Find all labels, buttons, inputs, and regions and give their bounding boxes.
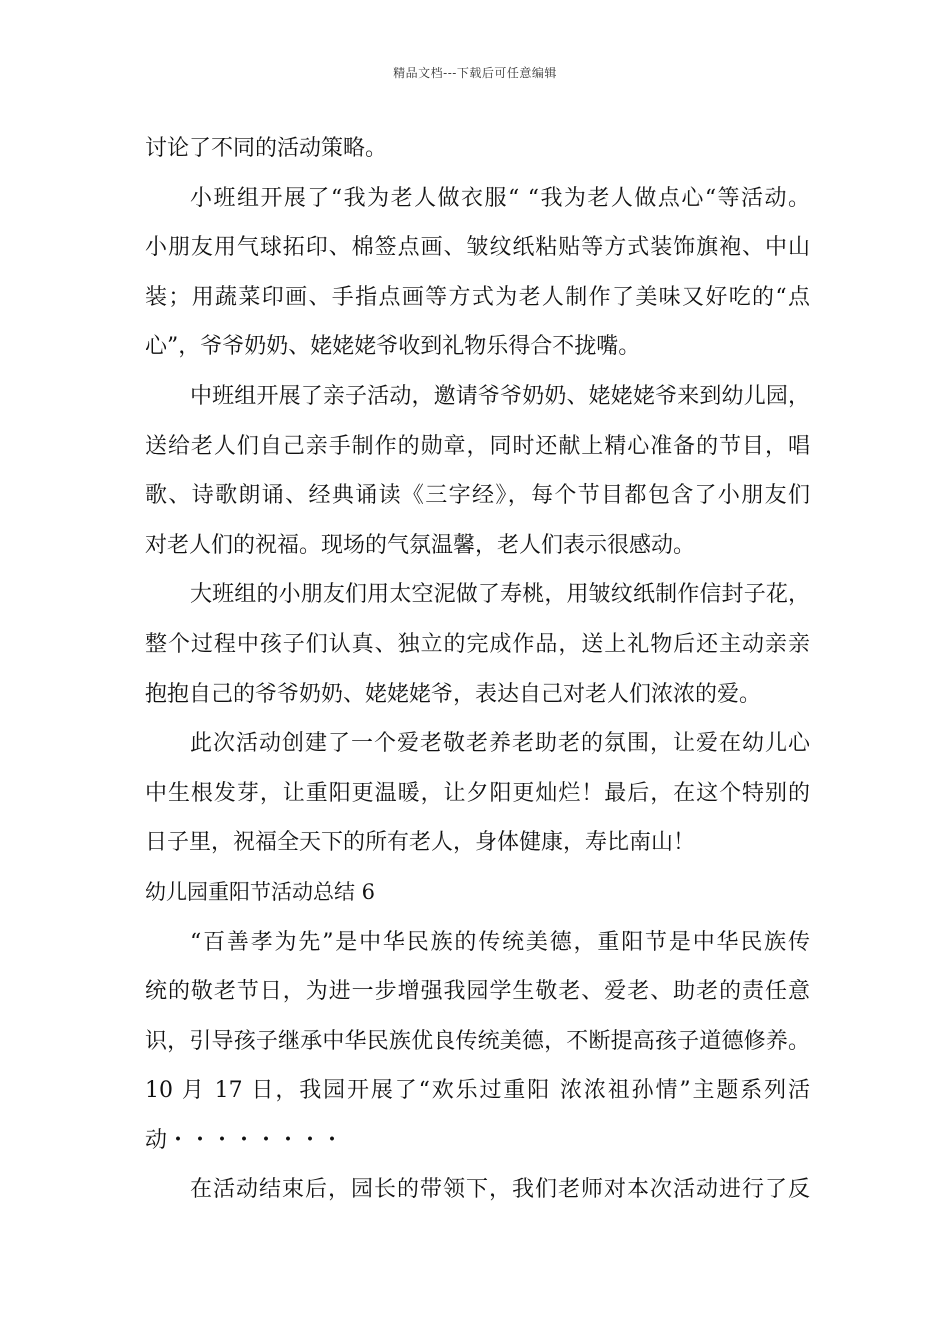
text-line: 中生根发芽，让重阳更温暖，让夕阳更灿烂！最后，在这个特别的 [145,780,810,806]
section-heading: 幼儿园重阳节活动总结 6 [145,879,376,904]
text-line: 此次活动创建了一个爱老敬老养老助老的氛围，让爱在幼儿心 [190,731,810,757]
text-line: “百善孝为先”是中华民族的传统美德，重阳节是中华民族传 [190,929,810,955]
text-line: 小班组开展了“我为老人做衣服“ “我为老人做点心“等活动。 [190,185,810,211]
text-line: 送给老人们自己亲手制作的勋章，同时还献上精心准备的节目，唱 [145,433,810,459]
text-line: 抱抱自己的爷爷奶奶、姥姥姥爷，表达自己对老人们浓浓的爱。 [145,681,762,707]
text-line: 装；用蔬菜印画、手指点画等方式为老人制作了美味又好吃的“点 [145,284,810,310]
page-header: 精品文档---下载后可任意编辑 [393,66,557,80]
text-line: 日子里，祝福全天下的所有老人，身体健康，寿比南山！ [145,830,696,856]
text-line: 识，引导孩子继承中华民族优良传统美德，不断提高孩子道德修养。 [145,1028,810,1054]
text-line: 动・・・・・・・・ [145,1127,344,1153]
text-line: 心”，爷爷奶奶、姥姥姥爷收到礼物乐得合不拢嘴。 [145,334,641,360]
text-line: 大班组的小朋友们用太空泥做了寿桃，用皱纹纸制作信封子花， [190,582,810,608]
text-line: 10 月 17 日，我园开展了“欢乐过重阳 浓浓祖孙情”主题系列活 [145,1078,810,1104]
text-line: 统的敬老节日，为进一步增强我园学生敬老、爱老、助老的责任意 [145,979,810,1005]
text-line: 对老人们的祝福。现场的气氛温馨，老人们表示很感动。 [145,532,696,558]
text-line: 小朋友用气球拓印、棉签点画、皱纹纸粘贴等方式装饰旗袍、中山 [145,235,810,261]
text-line: 中班组开展了亲子活动，邀请爷爷奶奶、姥姥姥爷来到幼儿园， [190,383,810,409]
text-line: 讨论了不同的活动策略。 [145,136,388,161]
text-line: 在活动结束后，园长的带领下，我们老师对本次活动进行了反 [190,1177,810,1203]
text-line: 整个过程中孩子们认真、独立的完成作品，送上礼物后还主动亲亲 [145,631,810,657]
document-body [145,124,810,1215]
text-line: 歌、诗歌朗诵、经典诵读《三字经》，每个节目都包含了小朋友们 [145,483,810,509]
